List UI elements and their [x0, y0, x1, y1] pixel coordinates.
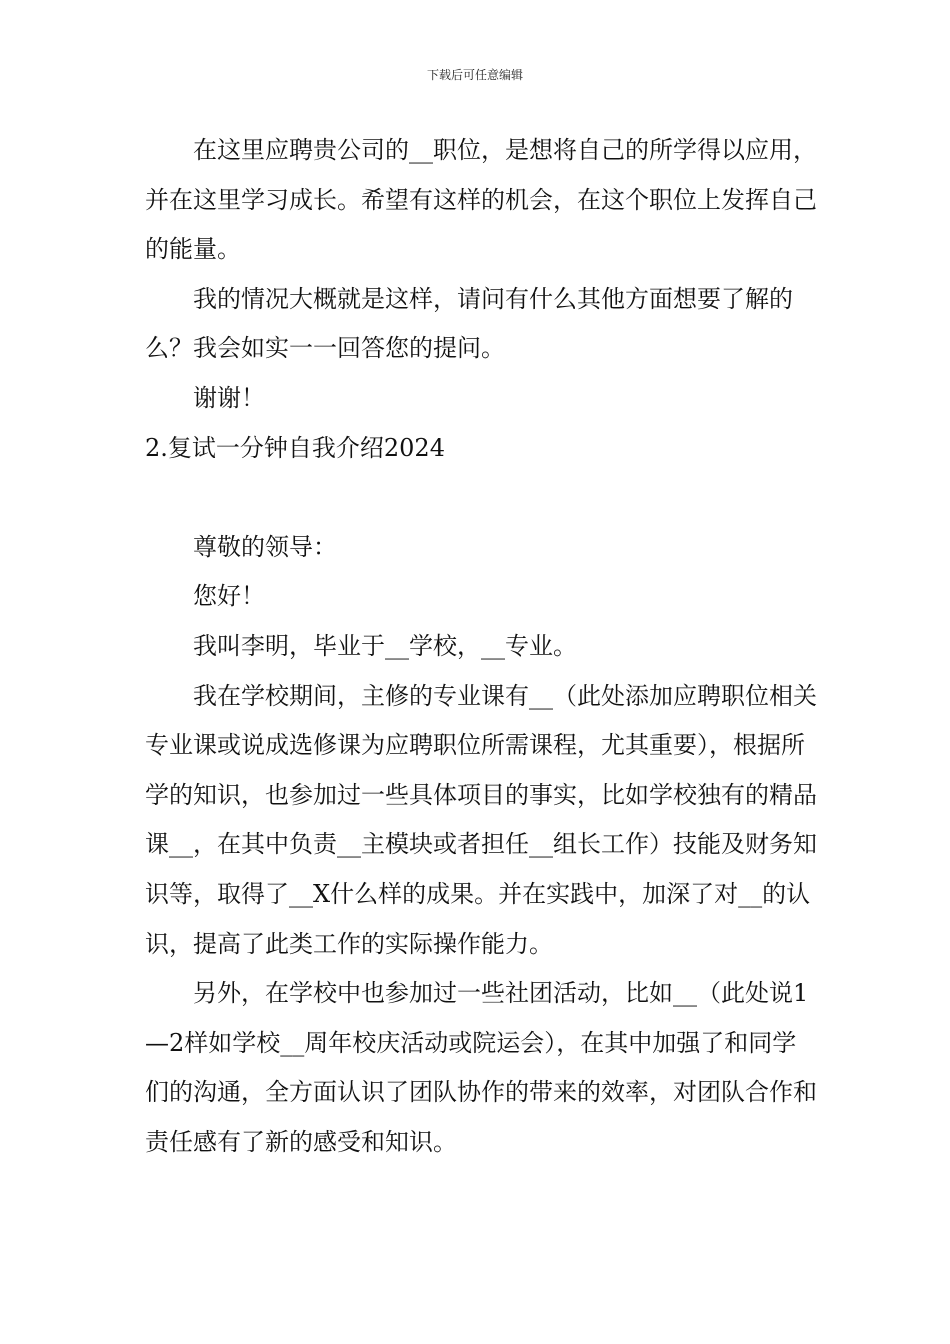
paragraph-thanks: 谢谢！	[193, 383, 265, 412]
section-heading: 2.复试一分钟自我介绍2024	[145, 433, 445, 462]
paragraph-position-intent: 在这里应聘贵公司的__职位，是想将自己的所学得以应用，并在这里学习成长。希望有这样的机会，在这个职位上发挥自己的能量。	[145, 136, 817, 264]
paragraph-salutation: 尊敬的领导：	[193, 532, 337, 561]
page-header: 下载后可任意编辑	[426, 68, 523, 82]
document-body	[145, 126, 820, 1167]
paragraph-activities: 另外，在学校中也参加过一些社团活动，比如__（此处说1—2样如学校__周年校庆活动或院运会），在其中加强了和同学们的沟通，全方面认识了团队协作的带来的效率，对团队合作和责任感有了新的感受和知识。	[145, 979, 817, 1156]
paragraph-courses: 我在学校期间，主修的专业课有__（此处添加应聘职位相关专业课或说成选修课为应聘职位所需课程，尤其重要），根据所学的知识，也参加过一些具体项目的事实，比如学校独有的精品课__，在其中负责__主模块或者担任__组长工作）技能及财务知识等，取得了__X什么样的成果。并在实践中，加深了对__的认识，提高了此类工作的实际操作能力。	[145, 681, 817, 958]
paragraph-closing-question: 我的情况大概就是这样，请问有什么其他方面想要了解的么？我会如实一一回答您的提问。	[145, 284, 793, 363]
section-spacer	[145, 473, 820, 523]
paragraph-name-school: 我叫李明，毕业于__学校，__专业。	[193, 631, 577, 660]
paragraph-greeting: 您好！	[193, 582, 265, 611]
